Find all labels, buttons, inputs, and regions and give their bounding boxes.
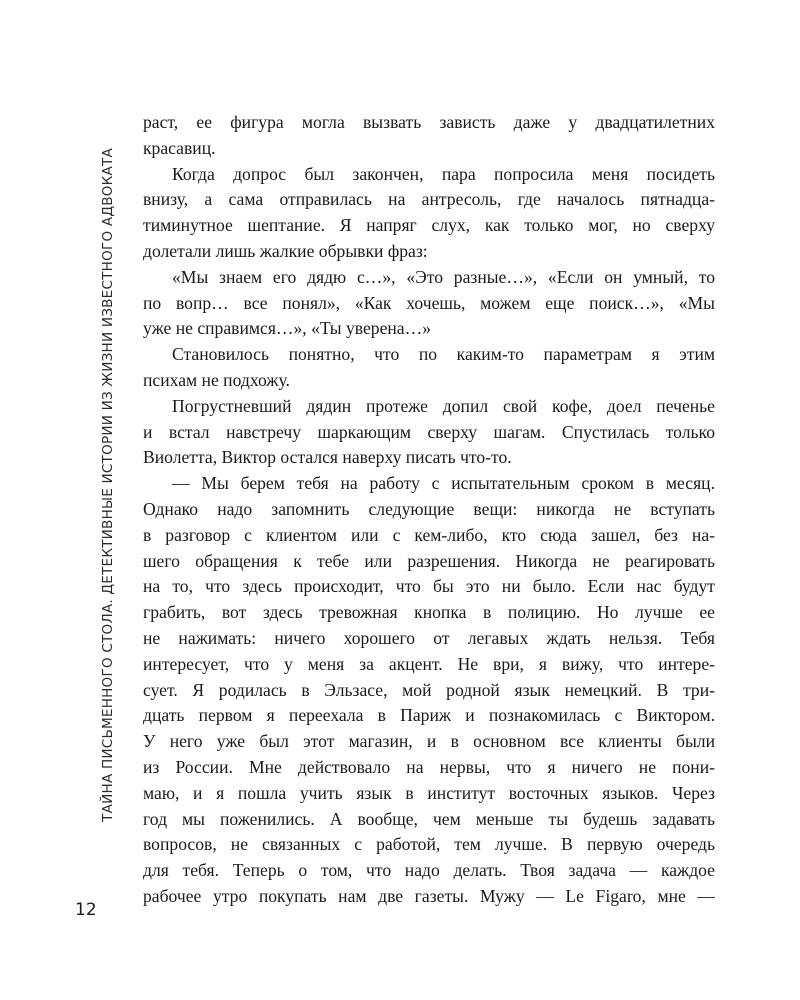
text-line: маю, и я пошла учить язык в институт восточных языков. Через (143, 782, 715, 803)
text-line: в разговор с клиентом или с кем-либо, кто сюда зашел, без на- (143, 524, 715, 545)
text-line: и встал навстречу шаркающим сверху шагам. Спустилась только (143, 421, 715, 442)
text-line: из России. Мне действовало на нервы, что я ничего не пони- (143, 756, 715, 777)
text-line: вопросов, не связанных с работой, тем лучше. В первую очередь (143, 834, 715, 855)
text-line: внизу, а сама отправилась на антресоль, где началось пятнадца- (143, 189, 715, 210)
text-line: Когда допрос был закончен, пара попросила меня посидеть (172, 163, 715, 184)
text-line: шего обращения к тебе или разрешения. Никогда не реагировать (143, 550, 715, 571)
text-line: рабочее утро покупать нам две газеты. Мужу — Le Figaro, мне — (143, 885, 715, 906)
text-line: год мы поженились. А вообще, чем меньше ты будешь задавать (143, 808, 715, 829)
text-line: не нажимать: ничего хорошего от легавых ждать нельзя. Тебя (143, 627, 715, 648)
text-line: дцать первом я переехала в Париж и познакомилась с Виктором. (143, 705, 715, 726)
text-line: тиминутное шептание. Я напряг слух, как только мог, но сверху (143, 215, 715, 236)
text-line: долетали лишь жалкие обрывки фраз: (143, 240, 428, 261)
text-line: уже не справимся…», «Ты уверена…» (143, 318, 432, 339)
text-line: красавиц. (143, 137, 216, 158)
running-head: ТАЙНА ПИСЬМЕННОГО СТОЛА. ДЕТЕКТИВНЫЕ ИСТОРИИ ИЗ ЖИЗНИ ИЗВЕСТНОГО АДВОКАТА (100, 148, 116, 822)
body-text (143, 110, 715, 910)
text-line: Становилось понятно, что по каким-то параметрам я этим (172, 344, 715, 365)
text-line: раст, ее фигура могла вызвать зависть даже у двадцатилетних (143, 112, 715, 132)
page-number: 12 (75, 900, 97, 920)
text-line: У него уже был этот магазин, и в основном все клиенты были (143, 731, 715, 752)
text-line: Однако надо запомнить следующие вещи: никогда не вступать (143, 498, 715, 519)
text-line: интересует, что у меня за акцент. Не ври, я вижу, что интере- (143, 653, 715, 674)
text-line: «Мы знаем его дядю с…», «Это разные…», «Если он умный, то (172, 266, 715, 287)
text-line: для тебя. Теперь о том, что надо делать. Твоя задача — каждое (143, 860, 715, 881)
text-line: на то, что здесь происходит, что бы это ни было. Если нас будут (143, 576, 715, 597)
text-line: грабить, вот здесь тревожная кнопка в полицию. Но лучше ее (143, 602, 715, 623)
text-line: психам не подхожу. (143, 369, 290, 390)
text-line: Виолетта, Виктор остался наверху писать что-то. (143, 447, 512, 468)
text-line: сует. Я родилась в Эльзасе, мой родной язык немецкий. В три- (143, 679, 715, 700)
text-line: — Мы берем тебя на работу с испытательным сроком в месяц. (172, 473, 715, 494)
text-line: по вопр… все понял», «Как хочешь, можем еще поиск…», «Мы (143, 292, 715, 313)
text-line: Погрустневший дядин протеже допил свой кофе, доел печенье (172, 395, 715, 416)
